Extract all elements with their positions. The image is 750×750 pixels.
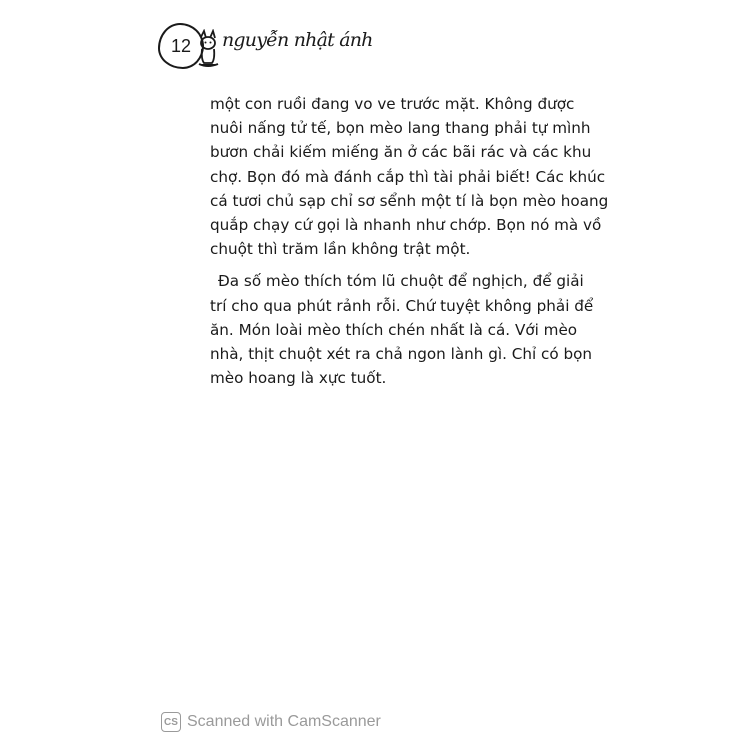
text-line: ăn. Món loài mèo thích chén nhất là cá. Với mèo [210,320,578,339]
text-line: quắp chạy cứ gọi là nhanh như chớp. Bọn nó mà vồ [210,216,602,235]
text-line: mèo hoang là xực tuốt. [210,369,387,388]
text-line: Đa số mèo thích tóm lũ chuột để nghịch, để giải [218,272,584,291]
text-line: chợ. Bọn đó mà đánh cắp thì tài phải biết! Các khúc [210,167,606,186]
text-line: trí cho qua phút rảnh rỗi. Chứ tuyệt không phải để [210,296,594,315]
text-line: bươn chải kiếm miếng ăn ở các bãi rác và các khu [210,143,592,162]
paragraph-2 [210,269,594,390]
scanner-watermark [161,712,381,732]
page-number-bubble [158,23,204,69]
body-text [210,92,609,390]
text-line: cá tươi chủ sạp chỉ sơ sểnh một tí là bọn mèo hoang [210,191,609,210]
scanner-text: Scanned with CamScanner [187,713,381,730]
camscanner-icon: CS [161,712,181,732]
author-name: nguyễn nhật ánh [222,29,373,51]
text-line: nuôi nấng tử tế, bọn mèo lang thang phải tự mình [210,119,591,138]
page-header [158,20,373,72]
paragraph-1 [210,92,609,261]
page-number: 12 [170,35,192,56]
text-line: nhà, thịt chuột xét ra chả ngon lành gì. Chỉ có bọn [210,345,593,364]
text-line: chuột thì trăm lần không trật một. [210,240,471,259]
text-line: một con ruồi đang vo ve trước mặt. Không được [210,95,575,113]
